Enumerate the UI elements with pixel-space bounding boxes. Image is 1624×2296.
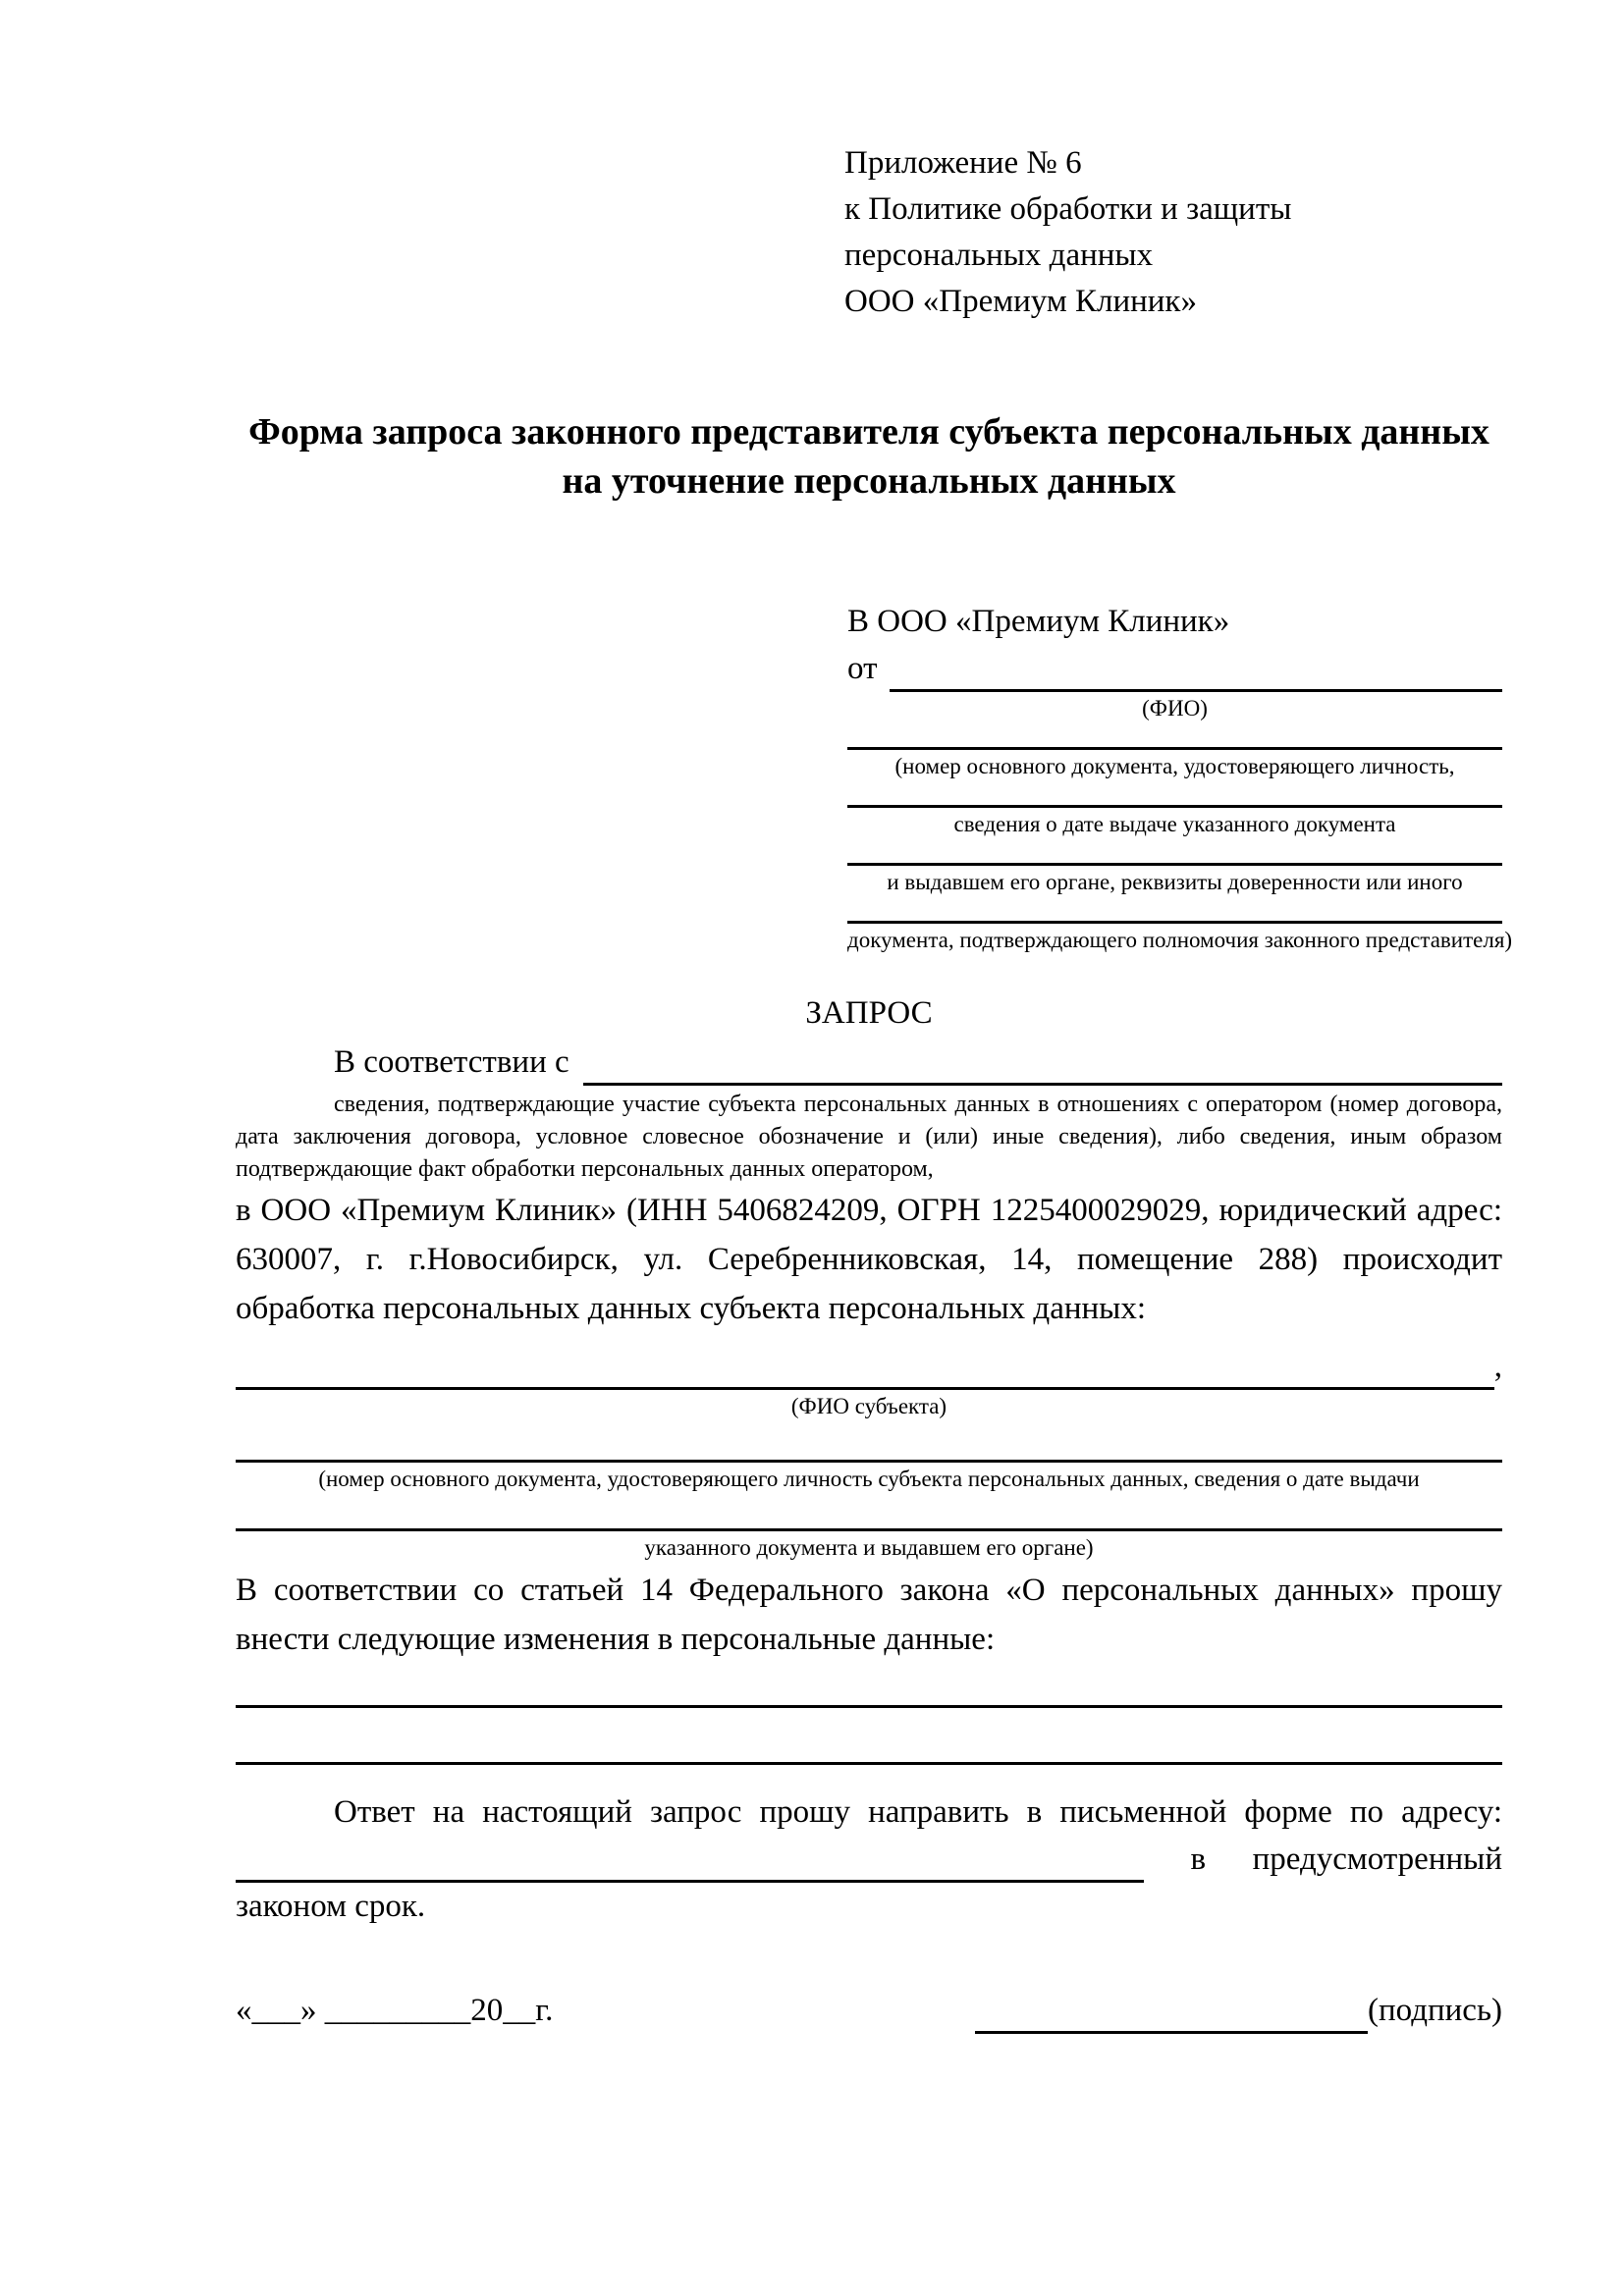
subject-doc-caption-1: (номер основного документа, удостоверяющего личность субъекта персональных данных, сведения о дате выдачи bbox=[318, 1467, 1420, 1491]
signature-group bbox=[975, 1987, 1502, 2034]
representative-doc-caption-1: (номер основного документа, удостоверяющего личность, bbox=[894, 754, 1455, 778]
answer-closing: законом срок. bbox=[236, 1889, 426, 1924]
appendix-block bbox=[844, 140, 1502, 325]
subject-doc-caption-2: указанного документа и выдавшем его органе) bbox=[644, 1535, 1094, 1560]
subject-doc-blank-line-2 bbox=[236, 1528, 1502, 1531]
document-content bbox=[236, 140, 1513, 2034]
intro-caption: сведения, подтверждающие участие субъекта персональных данных в отношениях с оператором (номер договора, дата заключения договора, условное словесное обозначение и (или) иные сведения), либо сведения, иным образом подтверждающие факт обработки персональных данных оператором, bbox=[236, 1092, 1502, 1182]
appendix-line-2: к Политике обработки и защиты bbox=[844, 191, 1292, 227]
intro-prefix: В соответствии с bbox=[334, 1044, 569, 1080]
representative-doc-caption-2: сведения о дате выдаче указанного документа bbox=[953, 812, 1396, 836]
representative-doc-blank-line-3 bbox=[847, 863, 1502, 866]
title-line-1: Форма запроса законного представителя субъекта персональных данных bbox=[248, 411, 1489, 453]
changes-blank-line-1 bbox=[236, 1705, 1502, 1708]
appendix-line-4: ООО «Премиум Клиник» bbox=[844, 284, 1197, 319]
representative-doc-caption-3: и выдавшем его органе, реквизиты доверенности или иного bbox=[887, 870, 1463, 894]
signature-blank-line bbox=[975, 2031, 1368, 2034]
representative-doc-blank-line-4 bbox=[847, 921, 1502, 924]
subject-fio-blank-line bbox=[236, 1387, 1494, 1390]
answer-paragraph: Ответ на настоящий запрос прошу направить в письменной форме по адресу: bbox=[334, 1794, 1502, 1830]
representative-fio-blank-line bbox=[890, 689, 1503, 692]
address-row bbox=[236, 1836, 1502, 1883]
representative-doc-caption-4: документа, подтверждающего полномочия законного представителя) bbox=[847, 928, 1513, 952]
signature-caption: (подпись) bbox=[1368, 1993, 1502, 2028]
addressee-block bbox=[847, 598, 1513, 954]
date-signature-row bbox=[236, 1987, 1502, 2034]
fio-caption: (ФИО) bbox=[1142, 696, 1208, 721]
answer-word-1: в bbox=[1190, 1842, 1207, 1877]
subject-line-comma: , bbox=[1493, 1349, 1502, 1384]
intro-row bbox=[236, 1039, 1502, 1086]
representative-doc-blank-line-1 bbox=[847, 747, 1502, 750]
request-heading: ЗАПРОС bbox=[805, 995, 933, 1031]
subject-doc-blank-line-1 bbox=[236, 1460, 1502, 1463]
changes-blank-line-2 bbox=[236, 1762, 1502, 1765]
appendix-line-3: персональных данных bbox=[844, 238, 1154, 273]
operator-paragraph: в ООО «Премиум Клиник» (ИНН 5406824209, ОГРН 1225400029029, юридический адрес: 630007, г. г.Новосибирск, ул. Серебренниковская, 14, помещение 288) происходит обработка персональных данных субъекта персональных данных: bbox=[236, 1193, 1502, 1326]
representative-doc-blank-line-2 bbox=[847, 805, 1502, 808]
subject-fio-caption: (ФИО субъекта) bbox=[790, 1394, 947, 1418]
from-row bbox=[847, 645, 1502, 692]
from-prefix: от bbox=[847, 651, 878, 686]
answer-word-2: предусмотренный bbox=[1252, 1842, 1502, 1877]
document-title bbox=[236, 407, 1502, 506]
title-line-2: на уточнение персональных данных bbox=[562, 460, 1176, 502]
appendix-line-1: Приложение № 6 bbox=[844, 145, 1082, 181]
subject-fio-row bbox=[236, 1343, 1502, 1390]
relation-details-blank-line bbox=[583, 1083, 1502, 1086]
addressee-to: В ООО «Премиум Клиник» bbox=[847, 604, 1230, 639]
law-paragraph: В соответствии со статьей 14 Федерального закона «О персональных данных» прошу внести следующие изменения в персональные данные: bbox=[236, 1573, 1502, 1657]
date-field: «___» _________20__г. bbox=[236, 1993, 554, 2028]
